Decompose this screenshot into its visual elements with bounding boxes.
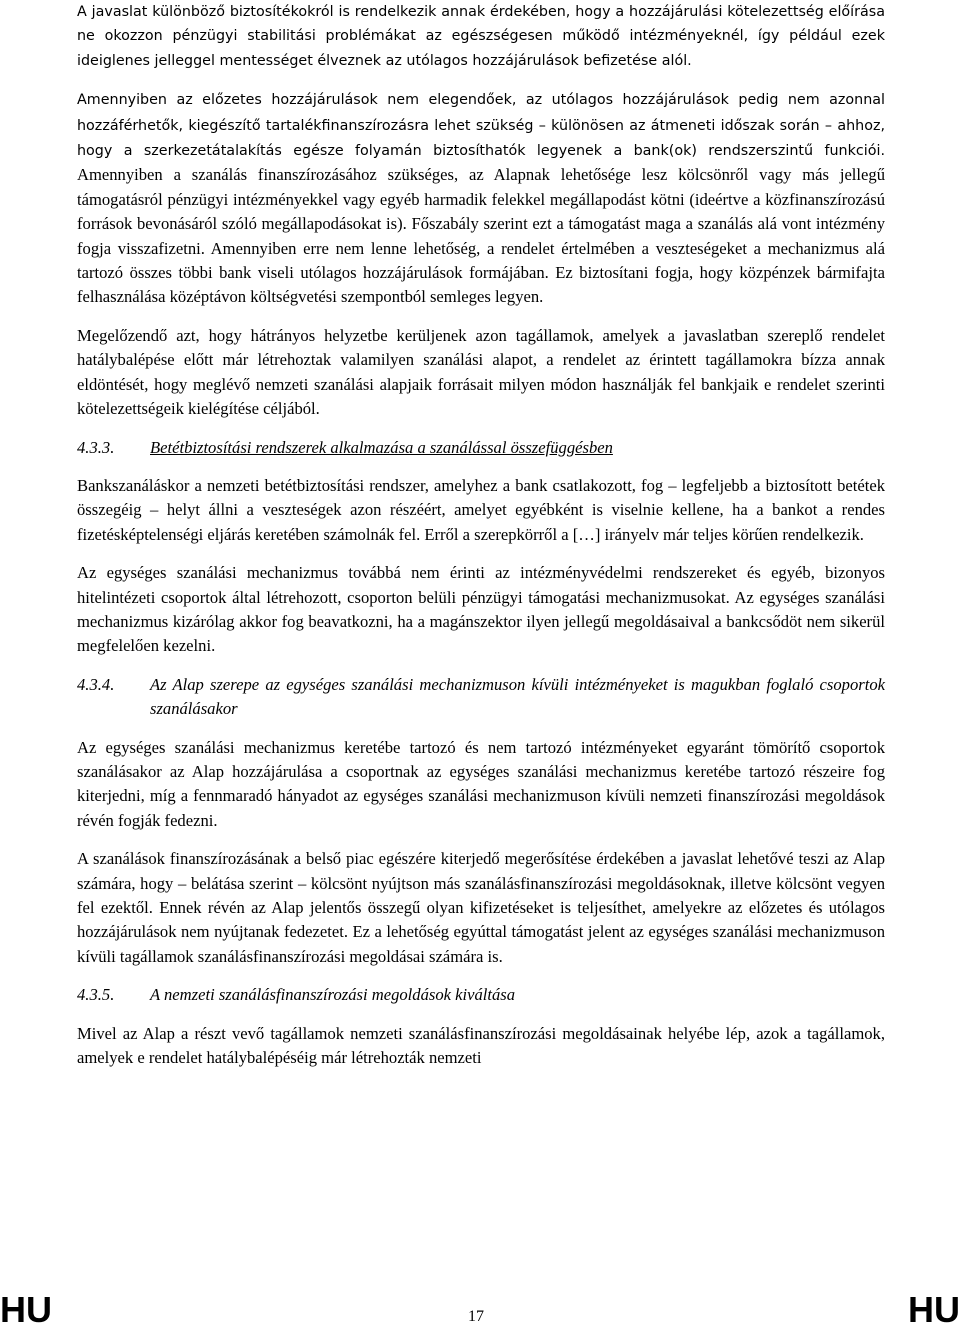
- section-number: 4.3.4.: [77, 674, 115, 694]
- section-heading-4-3-3: [77, 436, 885, 460]
- section-number: 4.3.5.: [77, 985, 115, 1005]
- paragraph-tartalekfinanszirozas: [77, 87, 885, 310]
- paragraph-bankszanalas: Bankszanáláskor a nemzeti betétbiztosítási rendszer, amelyhez a bank csatlakozott, fog – legfeljebb a biztosított betétek összegéig – helyt állni a veszteségek azon részéért, amelyet egyébként is viselnie kellene, ha a bankot a rendes fizetésképtelenségi eljárás keretében számolnák fel. Erről a szerepkörről a […] irányelv már teljes körűen rendelkezik.: [77, 475, 885, 544]
- paragraph-tartalekfinanszirozas-serif: Amennyiben a szanálás finanszírozásához szükséges, az Alapnak lehetősége lesz kölcsönről vagy más jellegű támogatásról pénzügyi intézményekkel vagy egyéb harmadik felekkel megállapodást kötni (ideértve a közfinanszírozású források bevonásáról szóló megállapodásokat is). Főszabály szerint ezt a támogatást maga a szanálás alá vont intézmény fogja visszafizetni. Amennyiben erre nem lenne lehetőség, a rendelet értelmében a veszteségeket a mechanizmus alá tartozó összes többi bank viseli utólagos hozzájárulások formájában. Ez biztosítani fogja, hogy közpénzek bármifajta felhasználása középtávon költségvetési szempontból semleges legyen.: [77, 165, 885, 307]
- section-number: 4.3.3.: [77, 437, 115, 457]
- section-title: A nemzeti szanálásfinanszírozási megoldások kiváltása: [150, 985, 516, 1005]
- paragraph-intezmenyvedelmi: Az egységes szanálási mechanizmus továbbá nem érinti az intézményvédelmi rendszereket és egyéb, bizonyos hitelintézeti csoportok által létrehozott, csoporton belüli pénzügyi támogatási mechanizmusokat. Az egységes szanálási mechanizmus kizárólag akkor fog beavatkozni, ha a magánszektor ilyen jellegű megoldásaival a bankcsődöt nem sikerül megfelelően kezelni.: [77, 563, 885, 656]
- section-title: Az Alap szerepe az egységes szanálási mechanizmuson kívüli intézményeket is magukban foglaló csoportok szanálásakor: [150, 674, 885, 719]
- section-heading-4-3-4: [77, 673, 885, 722]
- paragraph-biztositekok: A javaslat különböző biztosítékokról is rendelkezik annak érdekében, hogy a hozzájárulási kötelezettség előírása ne okozzon pénzügyi stabilitási problémákat az egészségesen működő intézményeknél, így például ezek ideiglenes jelleggel mentességet élveznek az utólagos hozzájárulások befizetése alól.: [77, 4, 885, 69]
- document-page: [77, 0, 885, 1070]
- paragraph-megelozendo: Megelőzendő azt, hogy hátrányos helyzetbe kerüljenek azon tagállamok, amelyek a javaslatban szereplő rendelet hatálybalépése előtt már létrehoztak valamilyen szanálási alapot, a rendelet az érintett tagállamokra bízza annak eldöntését, hogy meglévő nemzeti szanálási alapjaik forrásait milyen módon használják fel bankjaik e rendelet szerinti kötelezettségeik kielégítése céljából.: [77, 325, 885, 419]
- paragraph-csoportok: Az egységes szanálási mechanizmus keretébe tartozó és nem tartozó intézményeket egyaránt tömörítő csoportok szanálásakor az Alap hozzájárulása a csoportnak az egységes szanálási mechanizmus keretébe tartozó részeire fog kiterjedni, míg a fennmaradó hányadot az egységes szanálási mechanizmuson kívüli nemzeti finanszírozási megoldások révén fogják fedezni.: [77, 737, 885, 830]
- page-number: 17: [468, 1308, 484, 1325]
- paragraph-tartalekfinanszirozas-sans: Amennyiben az előzetes hozzájárulások nem elegendőek, az utólagos hozzájárulások pedig nem azonnal hozzáférhetők, kiegészítő tartalékfinanszírozásra lehet szükség – különösen az átmeneti időszak során – ahhoz, hogy a szerkezetátalakítás egésze folyamán biztosíthatók legyenek a bank(ok) rendszerszintű funkciói.: [77, 92, 885, 160]
- section-title: Betétbiztosítási rendszerek alkalmazása a szanálással összefüggésben: [150, 437, 613, 457]
- paragraph-alap-helyebe: Mivel az Alap a részt vevő tagállamok nemzeti szanálásfinanszírozási megoldásainak helyébe lép, azok a tagállamok, amelyek e rendelet hatálybalépéséig már létrehozták nemzeti: [77, 1023, 885, 1068]
- section-heading-4-3-5: [77, 983, 885, 1007]
- footer-language-left: HU: [0, 1289, 52, 1330]
- footer-language-right: HU: [908, 1289, 960, 1330]
- paragraph-belso-piac: A szanálások finanszírozásának a belső piac egészére kiterjedő megerősítése érdekében a javaslat lehetővé teszi az Alap számára, hogy – belátása szerint – kölcsönt nyújtson más szanálásfinanszírozási megoldásoknak, illetve kölcsönt vegyen fel ezektől. Ennek révén az Alap jelentős összegű olyan kifizetéseket is teljesíthet, amelyekre az előzetes és utólagos hozzájárulások nem nyújtanak fedezetet. Ez a lehetőség egyúttal támogatást jelent az egységes szanálási mechanizmuson kívüli tagállamok szanálásfinanszírozási megoldásai számára is.: [77, 849, 885, 966]
